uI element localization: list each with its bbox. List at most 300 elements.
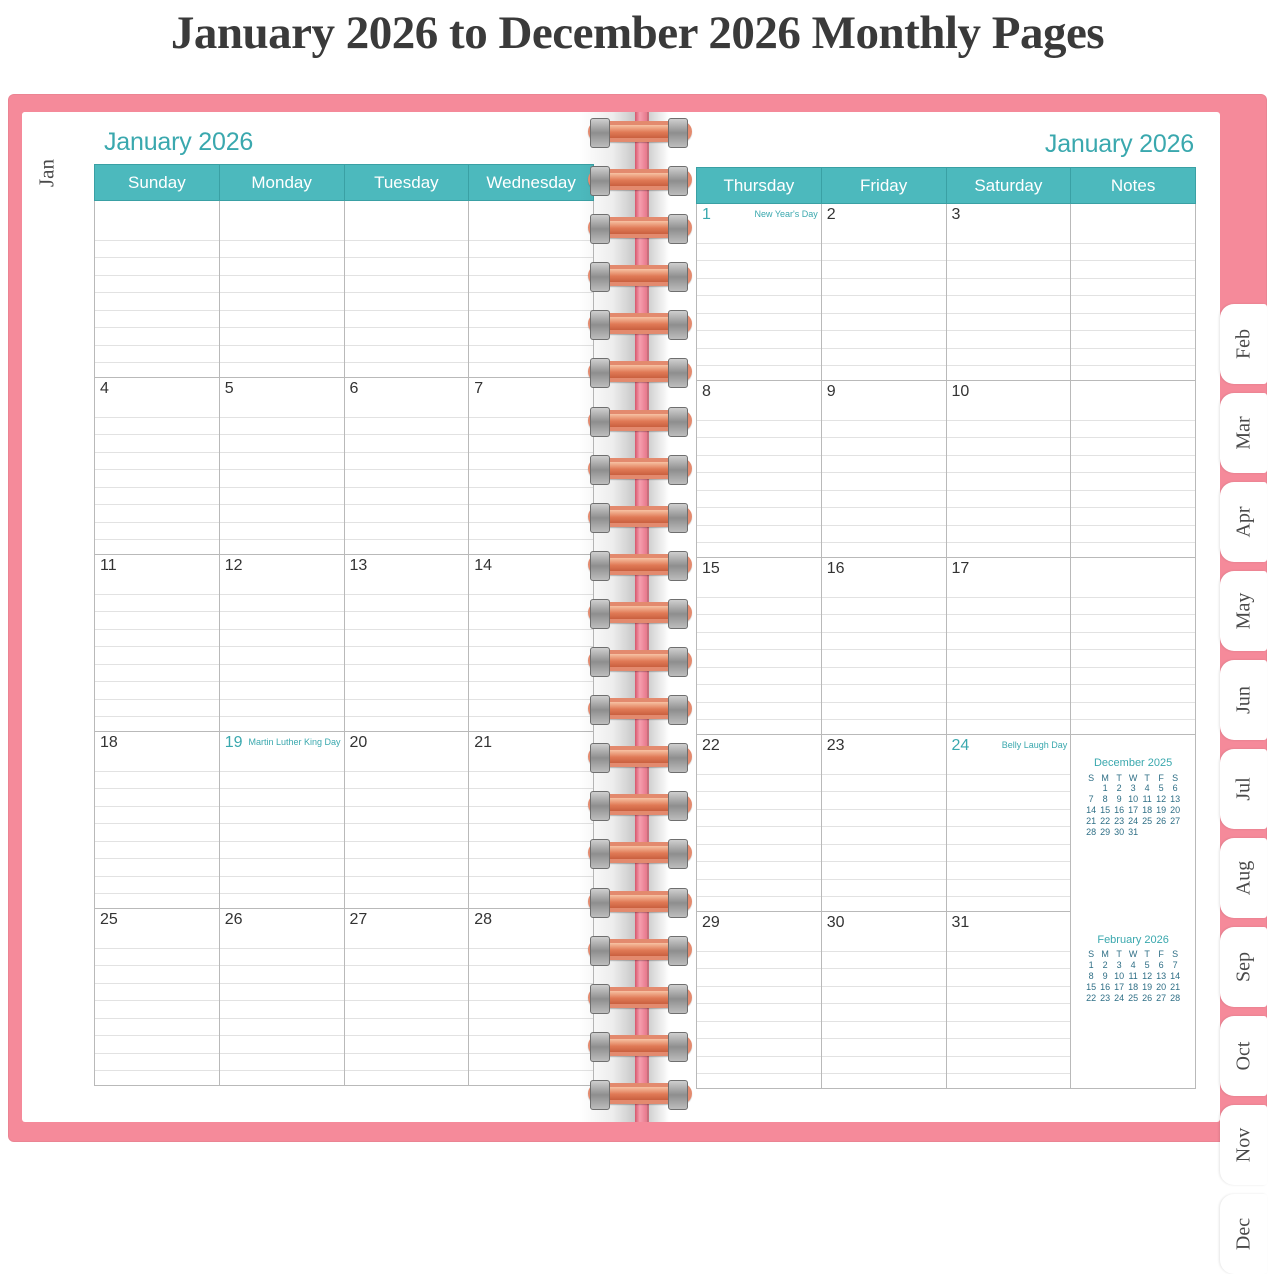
rule-line	[947, 987, 1071, 1005]
rule-line	[469, 241, 593, 259]
rule-line	[95, 258, 219, 276]
rule-line	[697, 508, 821, 526]
mini-calendar-table	[1084, 949, 1182, 1004]
day-number: 24	[951, 737, 970, 754]
day-number: 19	[224, 734, 243, 751]
column-header-wednesday: Wednesday	[469, 165, 594, 201]
mini-week-row	[1084, 794, 1182, 805]
tab-jan[interactable]	[22, 112, 72, 234]
spiral-coil	[588, 262, 692, 292]
rule-line	[220, 577, 344, 595]
mini-weekday: S	[1172, 772, 1179, 783]
tab-jan-label: Jan	[34, 159, 59, 187]
rule-line	[95, 612, 219, 630]
rule-line	[469, 772, 593, 790]
rule-line	[95, 1001, 219, 1019]
mini-week-row	[1084, 816, 1182, 827]
week-row	[697, 381, 1196, 558]
rule-line	[697, 685, 821, 703]
rule-line	[345, 949, 469, 967]
day-cell[interactable]	[821, 735, 946, 912]
rule-line	[947, 314, 1071, 332]
rule-line	[95, 824, 219, 842]
rule-line	[822, 633, 946, 651]
day-cell[interactable]	[697, 381, 822, 558]
rule-line	[822, 1039, 946, 1057]
tab-oct[interactable]	[1220, 1016, 1267, 1096]
tab-sep[interactable]	[1220, 927, 1267, 1007]
mini-day: 19	[1156, 805, 1167, 815]
rule-line	[822, 296, 946, 314]
spiral-coil	[588, 839, 692, 869]
spiral-binding	[579, 112, 701, 1122]
coil-clamp-left	[590, 984, 610, 1014]
rule-line	[469, 859, 593, 877]
notes-cell[interactable]	[1071, 204, 1196, 381]
mini-day: 8	[1102, 794, 1108, 804]
coil-clamp-left	[590, 599, 610, 629]
rule-line	[469, 754, 593, 772]
day-cell[interactable]	[95, 201, 220, 378]
spiral-coil	[588, 455, 692, 485]
rule-line	[822, 261, 946, 279]
writing-rules	[822, 757, 946, 911]
column-header-friday: Friday	[821, 168, 946, 204]
mini-day: 21	[1170, 981, 1181, 992]
rule-line	[220, 470, 344, 488]
right-header-row	[697, 168, 1196, 204]
day-cell[interactable]	[344, 909, 469, 1086]
day-number: 17	[951, 560, 970, 577]
rule-line	[220, 665, 344, 683]
day-cell[interactable]	[469, 378, 594, 555]
day-cell[interactable]	[946, 381, 1071, 558]
tab-nov[interactable]	[1220, 1105, 1267, 1185]
coil-clamp-left	[590, 695, 610, 725]
rule-line	[469, 1054, 593, 1072]
day-number: 7	[474, 380, 484, 397]
rule-line	[822, 331, 946, 349]
mini-day: 8	[1088, 970, 1094, 981]
writing-rules	[345, 931, 469, 1085]
week-row	[95, 201, 594, 378]
writing-rules	[822, 580, 946, 734]
rule-line	[95, 435, 219, 453]
mini-day: 27	[1170, 816, 1181, 826]
writing-rules	[697, 403, 821, 557]
day-cell[interactable]	[946, 912, 1071, 1089]
rule-line	[697, 633, 821, 651]
coil-clamp-left	[590, 455, 610, 485]
rule-line	[947, 296, 1071, 314]
rule-line	[220, 966, 344, 984]
rule-line	[345, 453, 469, 471]
mini-day: 11	[1128, 970, 1138, 981]
day-number: 22	[702, 737, 720, 754]
rule-line	[469, 523, 593, 541]
day-cell[interactable]	[95, 555, 220, 732]
rule-line	[345, 612, 469, 630]
rule-line	[95, 488, 219, 506]
notes-cell[interactable]	[1071, 735, 1196, 912]
spiral-coil	[588, 647, 692, 677]
mini-weekday: M	[1101, 949, 1109, 959]
mini-day: 6	[1158, 959, 1164, 970]
mini-day: 12	[1156, 794, 1167, 804]
rule-line	[345, 293, 469, 311]
coil-clamp-right	[668, 743, 688, 773]
rule-line	[1071, 403, 1195, 421]
rule-line	[1071, 314, 1195, 332]
rule-line	[220, 258, 344, 276]
rule-line	[947, 456, 1071, 474]
rule-line	[95, 223, 219, 241]
day-cell[interactable]	[821, 204, 946, 381]
rule-line	[345, 1036, 469, 1054]
writing-rules	[822, 226, 946, 380]
rule-line	[95, 807, 219, 825]
mini-day: 11	[1142, 794, 1152, 804]
rule-line	[697, 810, 821, 828]
mini-day: 10	[1114, 970, 1125, 981]
rule-line	[1071, 331, 1195, 349]
mini-day: 17	[1128, 805, 1139, 815]
mini-day: 4	[1144, 783, 1150, 793]
day-cell[interactable]	[219, 909, 344, 1086]
rule-line	[95, 418, 219, 436]
rule-line	[469, 1001, 593, 1019]
rule-line	[469, 630, 593, 648]
rule-line	[95, 1036, 219, 1054]
rule-line	[220, 488, 344, 506]
mini-day: 14	[1086, 805, 1097, 815]
rule-line	[947, 1022, 1071, 1040]
writing-rules	[95, 400, 219, 554]
rule-line	[1071, 685, 1195, 703]
rule-line	[220, 293, 344, 311]
rule-line	[822, 845, 946, 863]
day-cell[interactable]	[95, 378, 220, 555]
writing-rules	[822, 403, 946, 557]
tab-jun-label: Jun	[1232, 686, 1254, 714]
rule-line	[697, 757, 821, 775]
tab-oct-label: Oct	[1232, 1041, 1254, 1071]
spiral-coil	[588, 166, 692, 196]
rule-line	[469, 949, 593, 967]
day-cell[interactable]	[697, 558, 822, 735]
rule-line	[822, 703, 946, 721]
coil-clamp-right	[668, 214, 688, 244]
rule-line	[697, 580, 821, 598]
tab-jul[interactable]	[1220, 749, 1267, 829]
rule-line	[469, 435, 593, 453]
rule-line	[947, 403, 1071, 421]
day-cell[interactable]	[219, 555, 344, 732]
rule-line	[95, 984, 219, 1002]
rule-line	[947, 580, 1071, 598]
rule-line	[469, 453, 593, 471]
writing-rules	[469, 754, 593, 908]
mini-day: 2	[1116, 783, 1122, 793]
rule-line	[345, 984, 469, 1002]
rule-line	[220, 223, 344, 241]
day-cell[interactable]	[95, 732, 220, 909]
rule-line	[822, 438, 946, 456]
day-cell[interactable]	[95, 909, 220, 1086]
rule-line	[95, 877, 219, 895]
spiral-coil	[588, 1032, 692, 1062]
rule-line	[220, 241, 344, 259]
day-cell[interactable]	[697, 735, 822, 912]
rule-line	[822, 279, 946, 297]
rule-line	[95, 842, 219, 860]
coil-clamp-right	[668, 888, 688, 918]
tab-may[interactable]	[1220, 571, 1267, 651]
day-cell[interactable]	[469, 909, 594, 1086]
mini-calendar-table	[1084, 772, 1182, 838]
spiral-coil	[588, 1080, 692, 1110]
column-header-monday: Monday	[219, 165, 344, 201]
rule-line	[220, 807, 344, 825]
rule-line	[947, 261, 1071, 279]
day-cell[interactable]	[344, 201, 469, 378]
rule-line	[697, 403, 821, 421]
mini-day: 2	[1102, 959, 1108, 970]
planner-spread	[8, 94, 1267, 1251]
rule-line	[220, 523, 344, 541]
rule-line	[1071, 349, 1195, 367]
notes-cell[interactable]	[1071, 558, 1196, 735]
mini-day: 13	[1156, 970, 1167, 981]
day-cell[interactable]	[344, 555, 469, 732]
rule-line	[947, 526, 1071, 544]
rule-line	[345, 700, 469, 718]
coil-clamp-right	[668, 647, 688, 677]
rule-line	[469, 647, 593, 665]
day-cell[interactable]	[469, 732, 594, 909]
mini-day: 16	[1114, 805, 1125, 815]
rule-line	[822, 685, 946, 703]
rule-line	[95, 1054, 219, 1072]
rule-line	[345, 223, 469, 241]
rule-line	[1071, 296, 1195, 314]
rule-line	[1071, 244, 1195, 262]
rule-line	[697, 598, 821, 616]
mini-calendar-title: February 2026	[1097, 933, 1169, 946]
week-row	[697, 204, 1196, 381]
rule-line	[469, 293, 593, 311]
rule-line	[469, 505, 593, 523]
rule-line	[822, 650, 946, 668]
month-tab-strip	[1220, 304, 1267, 1251]
mini-weekday: T	[1144, 949, 1150, 959]
day-cell[interactable]	[821, 381, 946, 558]
rule-line	[947, 862, 1071, 880]
rule-line	[1071, 473, 1195, 491]
mini-day	[1140, 827, 1154, 838]
writing-rules	[220, 931, 344, 1085]
mini-day: 30	[1114, 827, 1125, 837]
right-page	[649, 112, 1220, 1122]
mini-day	[1084, 783, 1098, 794]
rule-line	[1071, 279, 1195, 297]
mini-day: 28	[1086, 827, 1097, 837]
rule-line	[345, 328, 469, 346]
mini-week-row	[1084, 971, 1182, 982]
rule-line	[469, 223, 593, 241]
rule-line	[95, 647, 219, 665]
mini-day: 23	[1100, 992, 1111, 1003]
spiral-coil	[588, 695, 692, 725]
mini-day: 24	[1128, 816, 1139, 826]
writing-rules	[947, 757, 1071, 911]
rule-line	[95, 293, 219, 311]
rule-line	[469, 877, 593, 895]
rule-line	[469, 346, 593, 364]
rule-line	[697, 775, 821, 793]
rule-line	[947, 845, 1071, 863]
coil-clamp-left	[590, 936, 610, 966]
day-cell[interactable]	[344, 732, 469, 909]
coil-clamp-right	[668, 839, 688, 869]
tab-apr[interactable]	[1220, 482, 1267, 562]
rule-line	[697, 1057, 821, 1075]
rule-line	[822, 421, 946, 439]
rule-line	[697, 244, 821, 262]
rule-line	[469, 966, 593, 984]
rule-line	[95, 931, 219, 949]
rule-line	[822, 880, 946, 898]
rule-line	[1071, 226, 1195, 244]
rule-line	[220, 276, 344, 294]
writing-rules	[95, 223, 219, 377]
day-cell[interactable]	[344, 378, 469, 555]
rule-line	[95, 241, 219, 259]
writing-rules	[1071, 226, 1195, 380]
day-cell[interactable]	[219, 732, 344, 909]
rule-line	[345, 630, 469, 648]
rule-line	[947, 508, 1071, 526]
mini-day: 16	[1100, 981, 1111, 992]
day-cell[interactable]	[219, 378, 344, 555]
rule-line	[345, 931, 469, 949]
coil-clamp-right	[668, 1032, 688, 1062]
day-number: 14	[474, 557, 493, 574]
rule-line	[220, 346, 344, 364]
mini-day: 5	[1158, 783, 1164, 793]
day-cell[interactable]	[697, 912, 822, 1089]
day-cell[interactable]	[219, 201, 344, 378]
mini-week-row	[1084, 993, 1182, 1004]
mini-day: 25	[1128, 992, 1139, 1003]
tab-aug[interactable]	[1220, 838, 1267, 918]
day-number: 10	[951, 383, 970, 400]
mini-day: 24	[1114, 992, 1125, 1003]
notes-cell[interactable]	[1071, 381, 1196, 558]
rule-line	[822, 952, 946, 970]
mini-calendar-next-month	[1071, 934, 1195, 1004]
left-page	[22, 112, 642, 1122]
coil-clamp-left	[590, 743, 610, 773]
day-cell[interactable]	[821, 912, 946, 1089]
writing-rules	[1071, 580, 1195, 734]
mini-day: 18	[1142, 805, 1153, 815]
day-cell[interactable]	[469, 555, 594, 732]
mini-day: 25	[1142, 816, 1153, 826]
rule-line	[947, 349, 1071, 367]
tab-mar-label: Mar	[1232, 416, 1254, 450]
tab-jun[interactable]	[1220, 660, 1267, 740]
mini-weekday: M	[1101, 772, 1109, 783]
writing-rules	[95, 931, 219, 1085]
rule-line	[947, 598, 1071, 616]
rule-line	[220, 859, 344, 877]
notes-cell[interactable]	[1071, 912, 1196, 1089]
rule-line	[947, 775, 1071, 793]
rule-line	[697, 349, 821, 367]
day-cell[interactable]	[946, 204, 1071, 381]
day-cell[interactable]	[946, 558, 1071, 735]
rule-line	[345, 877, 469, 895]
tab-feb[interactable]	[1220, 304, 1267, 384]
rule-line	[220, 1001, 344, 1019]
rule-line	[947, 650, 1071, 668]
writing-rules	[345, 577, 469, 731]
writing-rules	[469, 577, 593, 731]
rule-line	[1071, 668, 1195, 686]
rule-line	[345, 523, 469, 541]
coil-clamp-left	[590, 214, 610, 244]
mini-day: 26	[1156, 816, 1167, 826]
rule-line	[469, 276, 593, 294]
rule-line	[697, 296, 821, 314]
rule-line	[469, 807, 593, 825]
rule-line	[697, 331, 821, 349]
spiral-coil	[588, 503, 692, 533]
tab-dec-label: Dec	[1232, 1217, 1254, 1251]
day-cell[interactable]	[697, 204, 822, 381]
coil-clamp-right	[668, 599, 688, 629]
day-cell[interactable]	[469, 201, 594, 378]
day-number: 8	[702, 383, 711, 400]
coil-clamp-left	[590, 407, 610, 437]
rule-line	[947, 1039, 1071, 1057]
rule-line	[95, 470, 219, 488]
tab-mar[interactable]	[1220, 393, 1267, 473]
rule-line	[697, 1039, 821, 1057]
day-cell[interactable]	[821, 558, 946, 735]
spiral-coil	[588, 214, 692, 244]
rule-line	[469, 488, 593, 506]
rule-line	[220, 1036, 344, 1054]
rule-line	[220, 824, 344, 842]
mini-day: 17	[1114, 981, 1125, 992]
rule-line	[95, 859, 219, 877]
spiral-coil	[588, 310, 692, 340]
rule-line	[95, 682, 219, 700]
mini-day: 26	[1142, 992, 1153, 1003]
day-cell[interactable]	[946, 735, 1071, 912]
coil-clamp-right	[668, 262, 688, 292]
rule-line	[95, 400, 219, 418]
rule-line	[345, 470, 469, 488]
rule-line	[345, 400, 469, 418]
day-number: 1	[702, 206, 711, 223]
tab-dec[interactable]	[1220, 1194, 1267, 1274]
rule-line	[1071, 633, 1195, 651]
rule-line	[220, 877, 344, 895]
writing-rules	[947, 934, 1071, 1088]
